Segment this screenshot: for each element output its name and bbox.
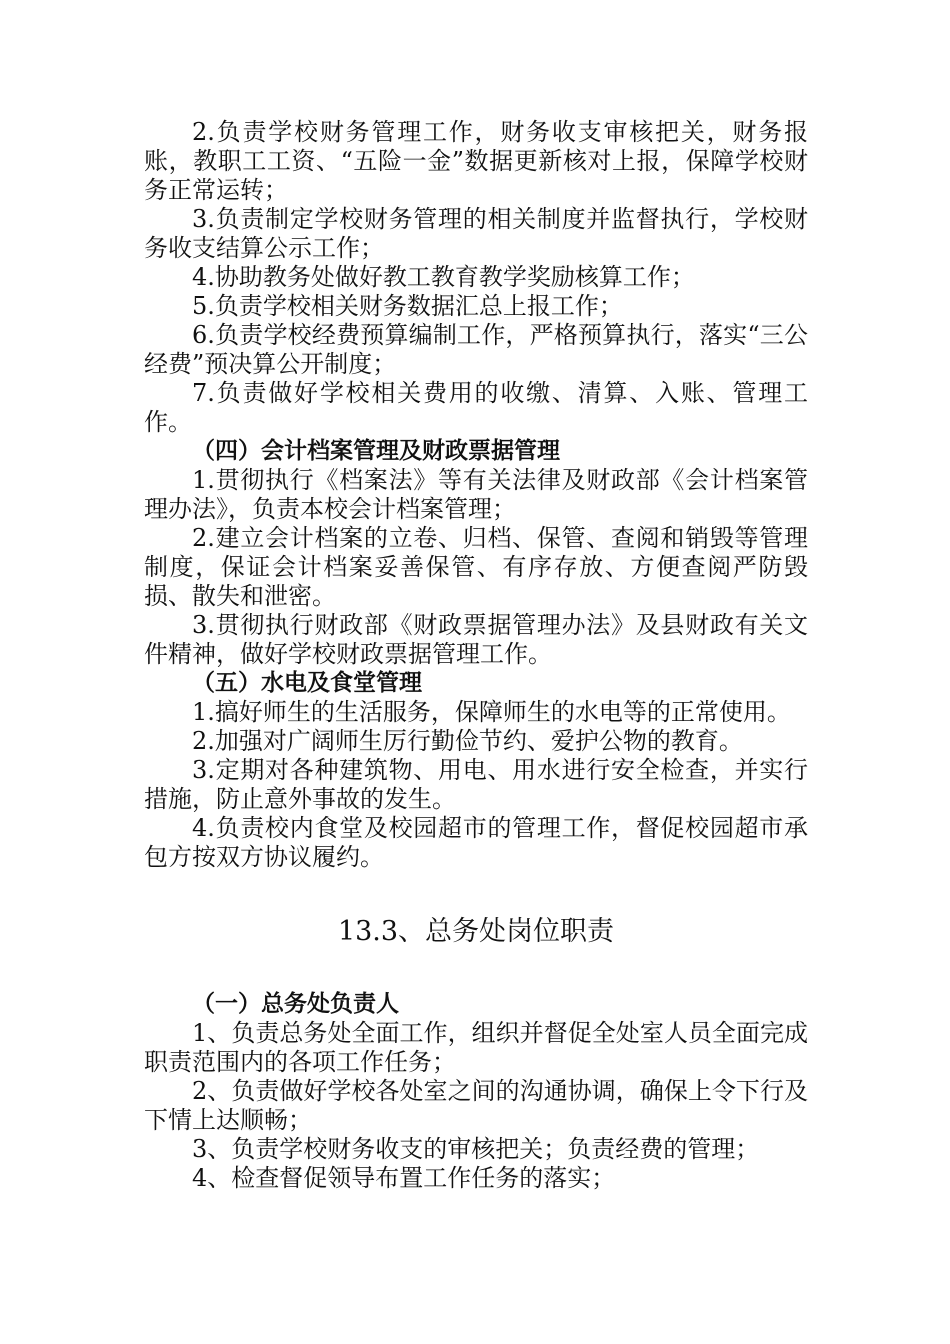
- subsection-heading: （一）总务处负责人: [192, 991, 399, 1017]
- paragraph: 4、检查督促领导布置工作任务的落实；: [192, 1164, 616, 1192]
- subsection-heading: （五）水电及食堂管理: [192, 670, 422, 696]
- paragraph: 1.搞好师生的生活服务，保障师生的水电等的正常使用。: [192, 698, 791, 726]
- paragraph: 1.贯彻执行《档案法》等有关法律及财政部《会计档案管理办法》，负责本校会计档案管理；: [144, 466, 808, 523]
- paragraph: 2.建立会计档案的立卷、归档、保管、查阅和销毁等管理制度，保证会计档案妥善保管、有序存放、方便查阅严防毁损、散失和泄密。: [144, 524, 808, 610]
- subsection-heading: （四）会计档案管理及财政票据管理: [192, 438, 560, 464]
- paragraph: 2.负责学校财务管理工作，财务收支审核把关，财务报账，教职工工资、“五险一金”数据更新核对上报，保障学校财务正常运转；: [144, 118, 808, 204]
- paragraph: 4.协助教务处做好教工教育教学奖励核算工作；: [192, 263, 695, 291]
- paragraph: 5.负责学校相关财务数据汇总上报工作；: [192, 292, 623, 320]
- paragraph: 3.定期对各种建筑物、用电、用水进行安全检查，并实行措施，防止意外事故的发生。: [144, 756, 808, 813]
- paragraph: 2.加强对广阔师生厉行勤俭节约、爱护公物的教育。: [192, 727, 743, 755]
- paragraph: 7.负责做好学校相关费用的收缴、清算、入账、管理工作。: [144, 379, 808, 436]
- paragraph: 1、负责总务处全面工作，组织并督促全处室人员全面完成职责范围内的各项工作任务；: [144, 1019, 808, 1076]
- paragraph: 3.负责制定学校财务管理的相关制度并监督执行，学校财务收支结算公示工作；: [144, 205, 808, 262]
- section-title: 13.3、总务处岗位职责: [337, 916, 615, 947]
- paragraph: 2、负责做好学校各处室之间的沟通协调，确保上令下行及下情上达顺畅；: [144, 1077, 808, 1134]
- paragraph: 6.负责学校经费预算编制工作，严格预算执行，落实“三公经费”预决算公开制度；: [144, 321, 808, 378]
- paragraph: 3、负责学校财务收支的审核把关；负责经费的管理；: [192, 1135, 760, 1163]
- document-page: [144, 118, 808, 1193]
- paragraph: 3.贯彻执行财政部《财政票据管理办法》及县财政有关文件精神，做好学校财政票据管理工作。: [144, 611, 808, 668]
- paragraph: 4.负责校内食堂及校园超市的管理工作，督促校园超市承包方按双方协议履约。: [144, 814, 808, 871]
